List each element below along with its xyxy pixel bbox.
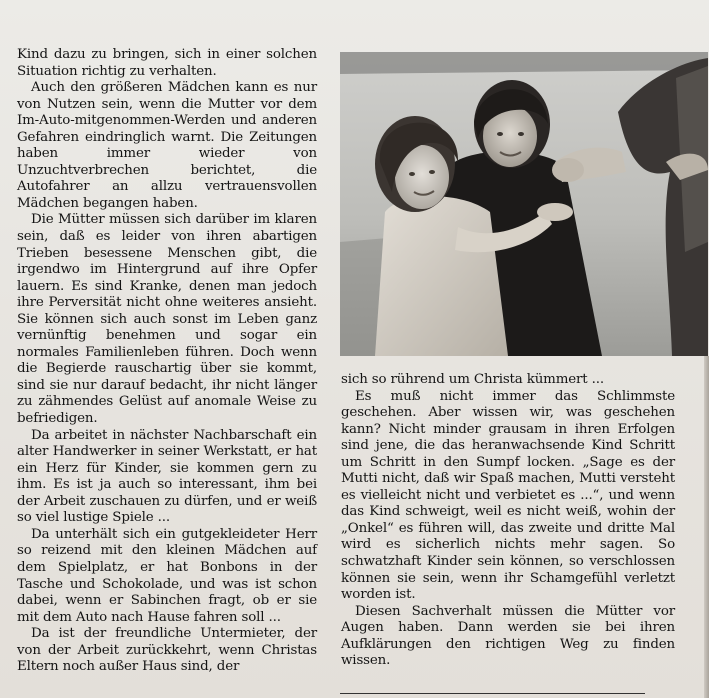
article-paragraph: Diesen Sachverhalt müssen die Mütter vor Augen haben. Dann werden sie bei ihren Aufklärungen den richtigen Weg zu finden wissen. (341, 603, 675, 669)
page-edge-shadow (704, 356, 709, 698)
article-paragraph: Die Mütter müssen sich darüber im klaren sein, daß es leider von ihren abartigen Trieben besessene Menschen gibt, die irgendwo im Hintergrund auf ihre Opfer lauern. Es sind Kranke, denen man jedoch ihre Perversität nicht ohne weiteres ansieht. Sie können sich auch sonst im Leben ganz vernünftig benehmen und sogar ein normales Familienleben führen. Doch wenn die Begierde rauschartig über sie kommt, sind sie nur darauf bedacht, ihr nicht länger zu zähmendes Gelüst auf anomale Weise zu befriedigen. (17, 212, 317, 427)
article-paragraph: sich so rührend um Christa kümmert ... (341, 372, 604, 387)
article-photo-children (340, 52, 708, 356)
article-paragraph: Da ist der freundliche Untermieter, der von der Arbeit zurückkehrt, wenn Christas Eltern noch außer Haus sind, der (17, 626, 317, 675)
article-left-column (17, 47, 317, 676)
photo-illustration (340, 52, 708, 356)
article-paragraph: Da unterhält sich ein gutgekleideter Herr so reizend mit den kleinen Mädchen auf dem Spielplatz, er hat Bonbons in der Tasche und Schokolade, und was ist schon dabei, wenn er Sabinchen fragt, ob er sie mit dem Auto nach Hause fahren soll ... (17, 526, 317, 625)
article-paragraph: Es muß nicht immer das Schlimmste geschehen. Aber wissen wir, was geschehen kann? Nicht minder grausam in ihren Erfolgen sind jene, die das heranwachsende Kind Schritt um Schritt in den Sumpf locken. „Sage es der Mutti nicht, daß wir Spaß machen, Mutti versteht es vielleicht nicht und verbietet es ...“, und wenn das Kind schweigt, weil es nicht weiß, wohin der „Onkel“ es führen will, das zweite und dritte Mal wird es sicherlich nichts mehr sagen. So schwatzhaft Kinder sein können, so verschlossen können sie sein, wenn ihr Schamgefühl verletzt worden ist. (341, 388, 675, 603)
article-paragraph: Auch den größeren Mädchen kann es nur von Nutzen sein, wenn die Mutter vor dem Im-Auto-mitgenommen-Werden und anderen Gefahren eindringlich warnt. Die Zeitungen haben immer wieder von Unzuchtverbrechen berichtet, die Autofahrer an allzu vertrauensvollen Mädchen begangen haben. (17, 80, 317, 211)
article-paragraph: Kind dazu zu bringen, sich in einer solchen Situation richtig zu verhalten. (17, 47, 317, 79)
article-paragraph: Da arbeitet in nächster Nachbarschaft ein alter Handwerker in seiner Werkstatt, er hat ein Herz für Kinder, sie kommen gern zu ihm. Es ist ja auch so interessant, ihm bei der Arbeit zuschauen zu dürfen, und er weiß so viel lustige Spiele ... (17, 427, 317, 526)
bottom-rule (340, 693, 645, 694)
article-right-column (341, 372, 675, 670)
